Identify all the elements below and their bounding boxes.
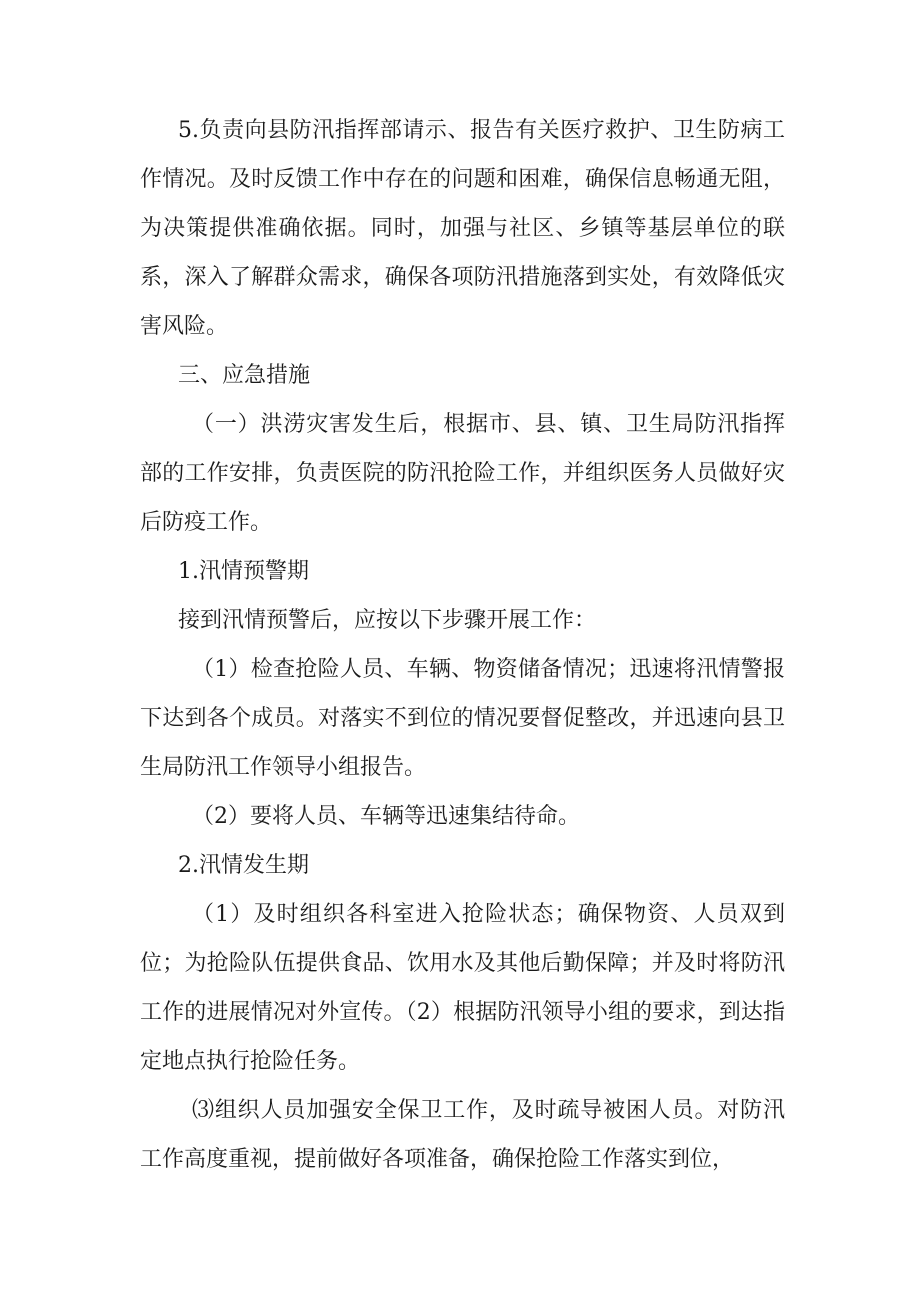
paragraph-warning-step-2: （2）要将人员、车辆等迅速集结待命。 bbox=[192, 804, 580, 829]
section-heading-emergency-measures: 三、应急措施 bbox=[178, 363, 311, 388]
paragraph-warning-steps: 接到汛情预警后，应按以下步骤开展工作： bbox=[178, 608, 597, 633]
paragraph-item-5: 5.负责向县防汛指挥部请示、报告有关医疗救护、卫生防病工作情况。及时反馈工作中存在的问题和困难，确保信息畅通无阻，为决策提供准确依据。同时，加强与社区、乡镇等基层单位的联系，深入了解群众需求，确保各项防汛措施落到实处，有效降低灾害风险。 bbox=[140, 118, 785, 339]
paragraph-subsection-1: （一）洪涝灾害发生后，根据市、县、镇、卫生局防汛指挥部的工作安排，负责医院的防汛抢险工作，并组织医务人员做好灾后防疫工作。 bbox=[140, 412, 785, 535]
subheading-flood-period: 2.汛情发生期 bbox=[178, 853, 309, 878]
paragraph-flood-step-1-2: （1）及时组织各科室进入抢险状态；确保物资、人员双到位；为抢险队伍提供食品、饮用水及其他后勤保障；并及时将防汛工作的进展情况对外宣传。（2）根据防汛领导小组的要求，到达指定地点执行抢险任务。 bbox=[140, 902, 785, 1074]
subheading-warning-period: 1.汛情预警期 bbox=[178, 559, 309, 584]
paragraph-flood-step-3: ⑶组织人员加强安全保卫工作，及时疏导被困人员。对防汛工作高度重视，提前做好各项准备，确保抢险工作落实到位， bbox=[140, 1098, 785, 1172]
document-body bbox=[140, 106, 785, 1184]
paragraph-warning-step-1: （1）检查抢险人员、车辆、物资储备情况；迅速将汛情警报下达到各个成员。对落实不到位的情况要督促整改，并迅速向县卫生局防汛工作领导小组报告。 bbox=[140, 657, 785, 780]
